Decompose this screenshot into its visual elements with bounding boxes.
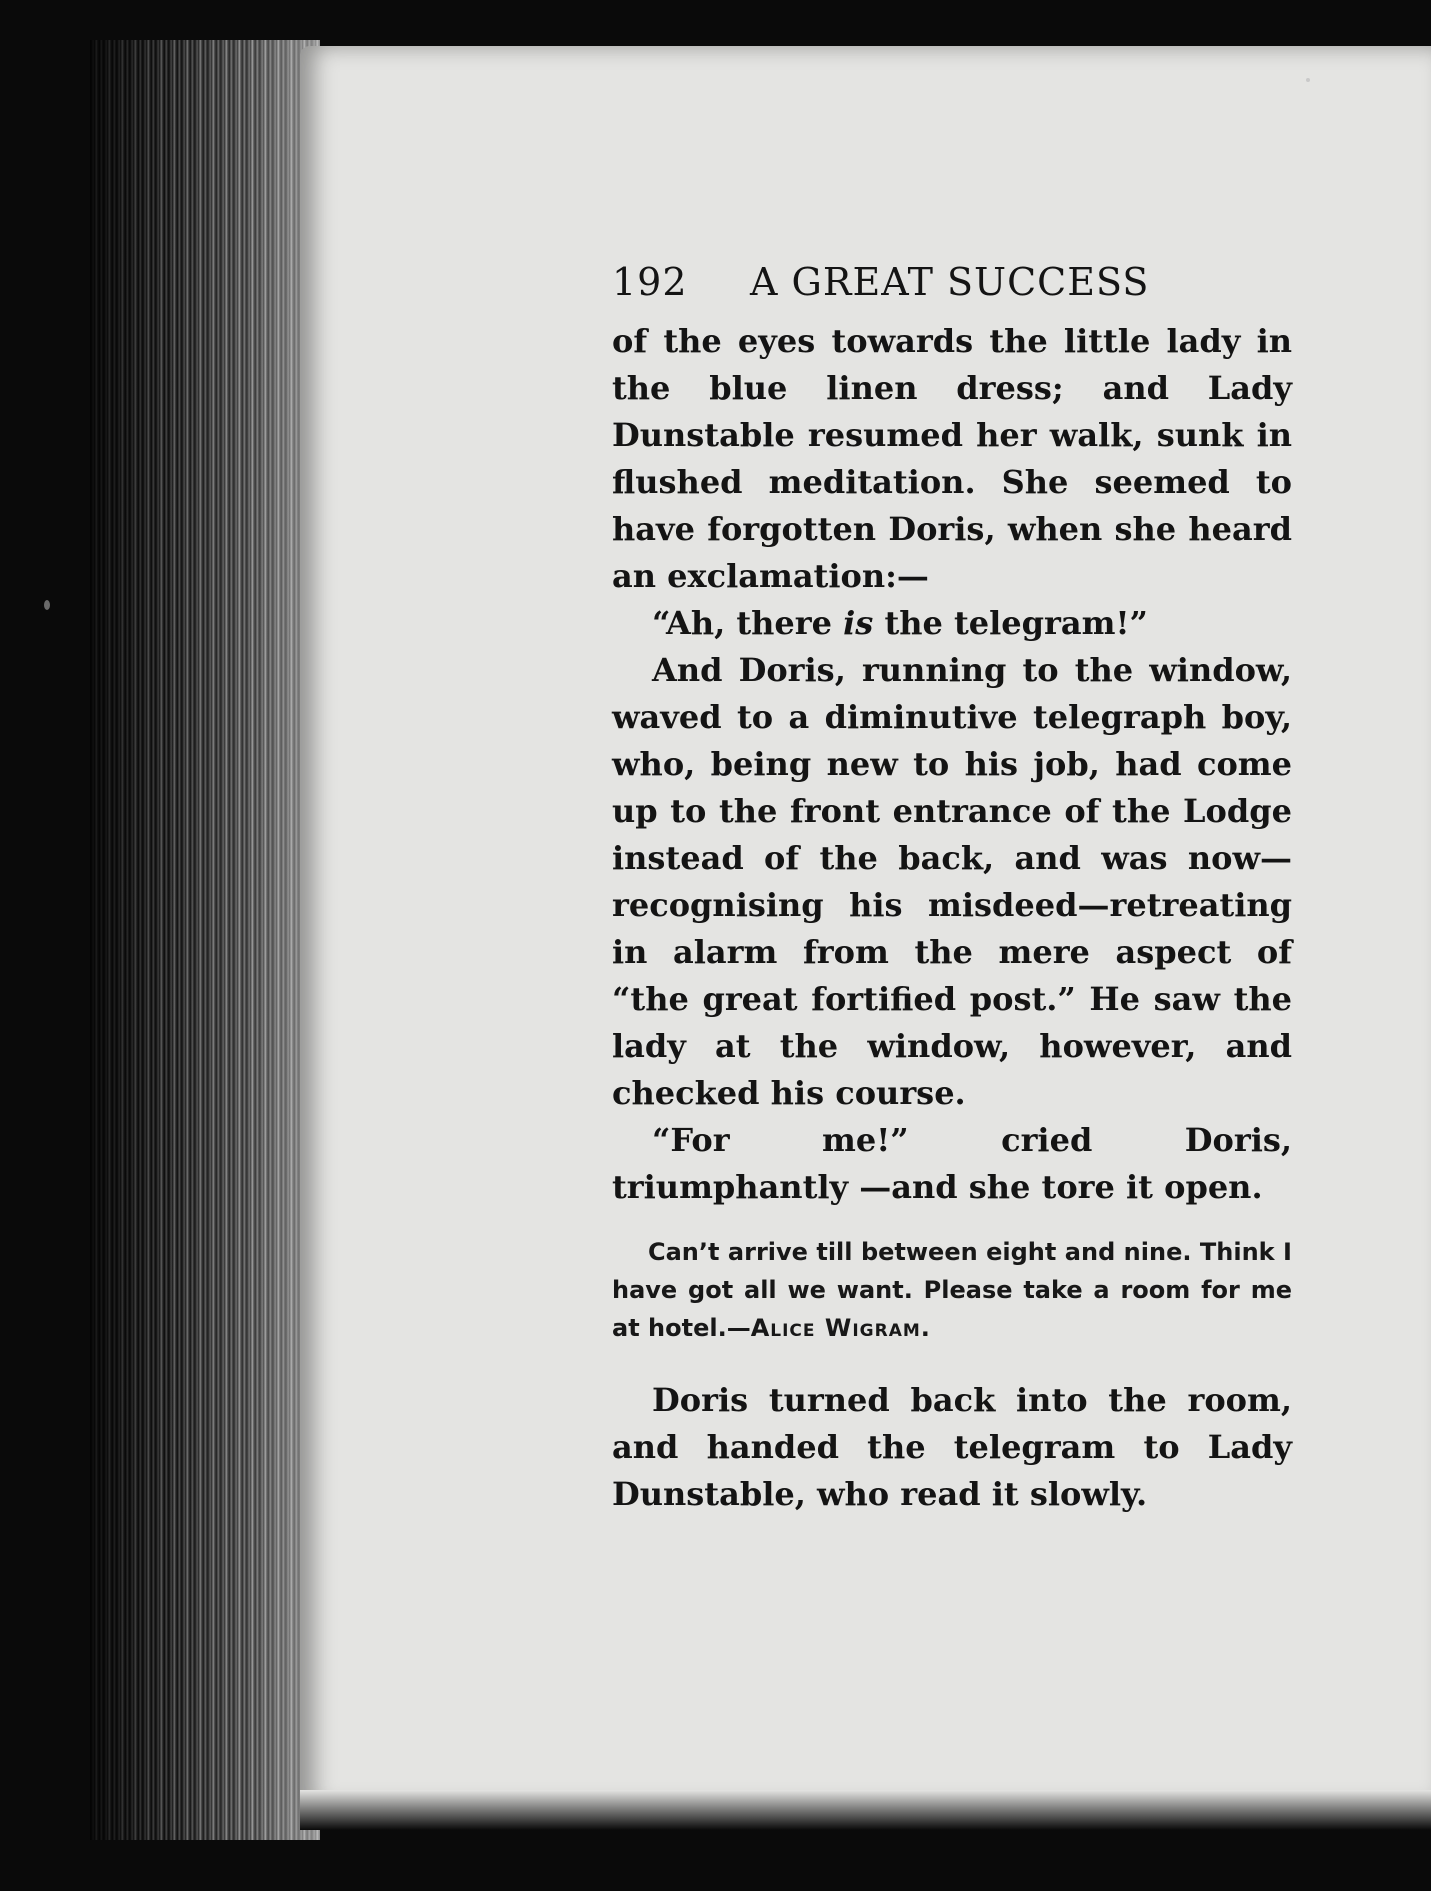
paragraph: Doris turned back into the room, and handed the telegram to Lady Dunstable, who read it slowly. <box>612 1381 1292 1513</box>
page-bottom-shadow <box>300 1790 1431 1830</box>
dialogue-open: “Ah, there <box>652 604 844 642</box>
paragraph: And Doris, running to the window, waved to a diminutive telegraph boy, who, being new to his job, had come up to the front entrance of the Lodge instead of the back, and was now—recognising his misdeed—retreating in alarm from the mere aspect of “the great fortified post.” He saw the lady at the window, however, and checked his course. <box>612 651 1292 1112</box>
page-number: 192 <box>612 260 688 304</box>
paragraph: of the eyes towards the little lady in the blue linen dress; and Lady Dunstable resumed her walk, sunk in flushed meditation. She seemed to have forgotten Doris, when she heard an exclamation:— <box>612 322 1292 595</box>
telegram-signature: Alice Wigram. <box>750 1314 931 1342</box>
body-text <box>612 318 1292 1518</box>
paragraph-dialogue <box>612 600 1292 647</box>
dust-speck <box>44 600 50 610</box>
dust-speck <box>1306 78 1310 82</box>
running-head <box>612 260 1292 304</box>
telegram-text <box>612 1233 1292 1347</box>
running-title: A GREAT SUCCESS <box>750 260 1150 304</box>
dialogue-emphasis: is <box>843 604 874 642</box>
paragraph: “For me!” cried Doris, triumphantly —and she tore it open. <box>612 1121 1292 1206</box>
page-text <box>612 260 1292 1518</box>
dialogue-close: the telegram!” <box>873 604 1148 642</box>
book-page-edges <box>90 40 320 1840</box>
telegram-body: Can’t arrive till between eight and nine. Think I have got all we want. Please take a room for me at hotel.— <box>612 1238 1292 1342</box>
